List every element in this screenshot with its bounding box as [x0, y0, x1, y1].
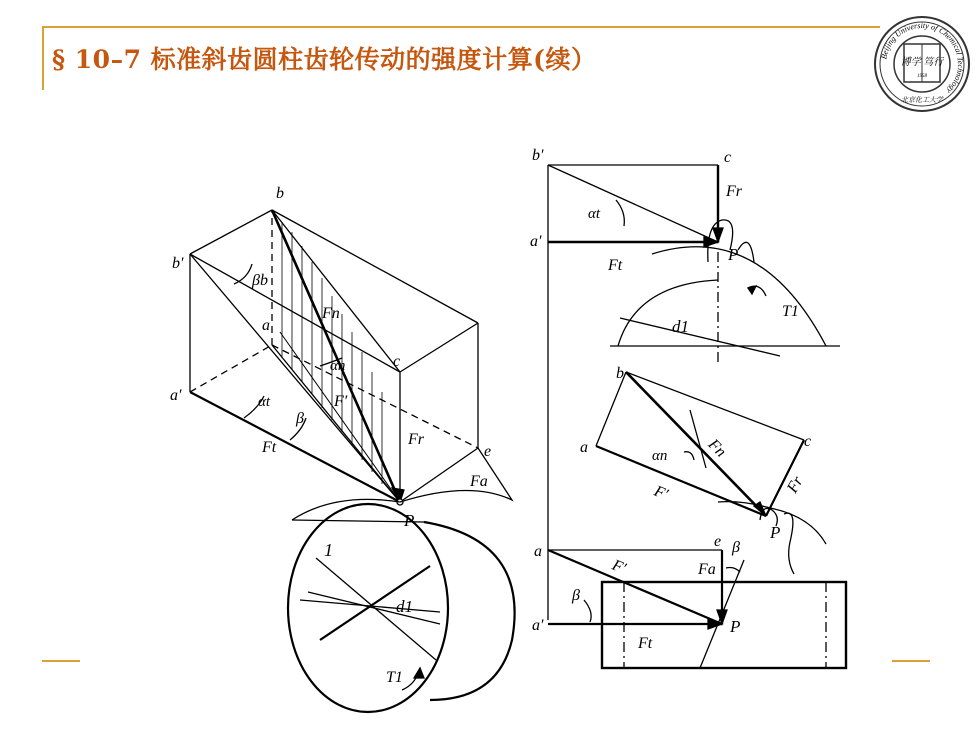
right-bottom-figure: [548, 550, 846, 668]
rm-label-F-prime: F′: [651, 482, 671, 504]
label-Fn: Fn: [322, 305, 340, 322]
label-F-prime: F′: [334, 393, 348, 410]
label-c: c: [393, 353, 401, 370]
rm-label-Fn: Fn: [704, 435, 730, 461]
rb-label-a-prime: a′: [532, 617, 544, 634]
rt-label-a-prime: a′: [530, 233, 542, 250]
right-bottom-labels: [532, 533, 740, 652]
right-middle-figure: [596, 372, 826, 574]
label-e: e: [484, 443, 492, 460]
slide-title: § 10–7 标准斜齿圆柱齿轮传动的强度计算(续）: [52, 45, 597, 74]
rm-label-c: c: [804, 433, 812, 450]
label-a-prime: a′: [170, 387, 182, 404]
seal-motto: 北京化工大学: [901, 96, 943, 104]
rb-label-beta: β: [572, 587, 580, 604]
rb-label-a: a: [534, 543, 542, 560]
rb-label-e: e: [714, 533, 722, 550]
label-beta: β: [296, 410, 304, 427]
seal-inner-text: 博学 笃行: [900, 57, 944, 68]
label-d1: d1: [396, 597, 413, 616]
left-isometric-figure: [190, 210, 515, 712]
seal-ring-text: Beijing University of Chemical Technology: [879, 20, 966, 96]
rm-label-P: P: [770, 523, 781, 542]
rt-label-T1: T1: [782, 303, 799, 320]
rt-label-Ft: Ft: [608, 257, 623, 274]
rb-label-F-prime: F′: [609, 556, 629, 578]
label-alpha-n: αn: [330, 358, 346, 374]
rt-label-P: P: [728, 245, 739, 264]
label-Fa: Fa: [470, 473, 488, 490]
label-Ft: Ft: [262, 439, 277, 456]
label-P: P: [404, 511, 415, 530]
right-top-figure: [548, 165, 840, 620]
rb-label-Fa: Fa: [698, 561, 716, 578]
rt-label-Fr: Fr: [726, 183, 742, 200]
rm-label-Fr: Fr: [783, 473, 807, 496]
label-b-prime: b′: [172, 255, 184, 272]
rm-label-a: a: [580, 439, 588, 456]
seal-year: 1958: [917, 74, 927, 79]
label-alpha-t: αt: [258, 394, 271, 410]
rm-label-b: b: [616, 365, 624, 382]
label-beta-b: βb: [252, 272, 268, 289]
rb-label-P: P: [730, 617, 741, 636]
rb-label-Ft: Ft: [638, 635, 653, 652]
rb-label-beta-top: β: [732, 539, 740, 556]
label-one: 1: [324, 540, 333, 560]
label-T1: T1: [386, 669, 403, 686]
label-b: b: [276, 185, 284, 202]
rt-label-b-prime: b′: [532, 147, 544, 164]
rt-label-c: c: [724, 149, 732, 166]
left-figure-labels: [170, 185, 491, 686]
rt-label-alpha-t: αt: [588, 206, 601, 222]
rm-label-alpha-n: αn: [652, 448, 668, 464]
rt-label-d1: d1: [672, 317, 689, 336]
label-Fr: Fr: [408, 431, 424, 448]
label-a: a: [262, 317, 270, 334]
